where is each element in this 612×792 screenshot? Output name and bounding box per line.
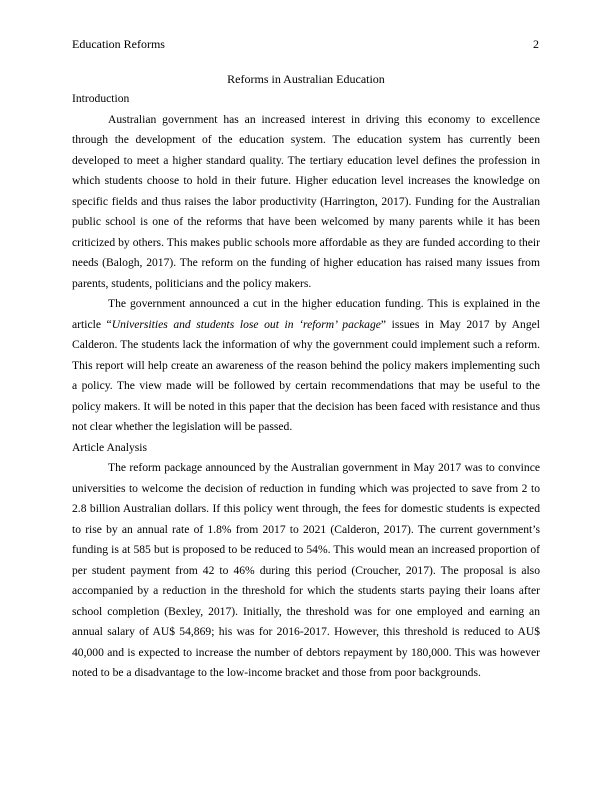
article-title-italic: Universities and students lose out in ‘reform’ package [111, 317, 381, 331]
document-body [72, 89, 540, 684]
page-number: 2 [533, 37, 539, 51]
paragraph-2-text-start: The government announced a cut in the higher education funding. This is explained in the article “ [72, 297, 540, 331]
paragraph-2-text-end: ” issues in May 2017 by Angel Calderon. The students lack the information of why the government could implement such a reform. This report will help create an awareness of the reason behind the policy makers implementing such a policy. The view made will be followed by certain recommendations that may be useful to the policy makers. It will be noted in this paper that the decision has been faced with resistance and thus not clear whether the legislation will be passed. [72, 317, 540, 433]
introduction-heading: Introduction [72, 92, 130, 105]
introduction-paragraph-1: Australian government has an increased interest in driving this economy to excellence through the development of the education system. The education system has currently been developed to meet a higher standard quality. The tertiary education level defines the profession in which students choose to hold in their future. Higher education level increases the knowledge on specific fields and thus raises the labor productivity (Harrington, 2017). Funding for the Australian public school is one of the reforms that have been welcomed by many parents while it has been criticized by others. This makes public schools more affordable as they are funded according to their needs (Balogh, 2017). The reform on the funding of higher education has raised many issues from parents, students, politicians and the policy makers. [72, 112, 540, 290]
document-title: Reforms in Australian Education [227, 72, 385, 86]
introduction-paragraph-2 [72, 294, 540, 438]
article-analysis-heading: Article Analysis [72, 440, 148, 454]
article-analysis-paragraph-1: The reform package announced by the Australian government in May 2017 was to convince universities to welcome the decision of reduction in funding which was projected to save from 2 to 2.8 billion Australian dollars. If this policy went through, the fees for domestic students is expected to rise by an annual rate of 1.8% from 2017 to 2021 (Calderon, 2017). The current government’s funding is at 585 but is proposed to be reduced to 54%. This would mean an increased proportion of per student payment from 42 to 46% during this period (Croucher, 2017). The proposal is also accompanied by a reduction in the threshold for which the students starts paying their loans after school completion (Bexley, 2017). Initially, the threshold was for one employed and earning an annual salary of AU$ 54,869; his was for 2016-2017. However, this threshold is reduced to AU$ 40,000 and is expected to increase the number of debtors repayment by 180,000. This was however noted to be a disadvantage to the low-income bracket and those from poor backgrounds. [72, 461, 540, 679]
running-header-title: Education Reforms [72, 37, 165, 51]
